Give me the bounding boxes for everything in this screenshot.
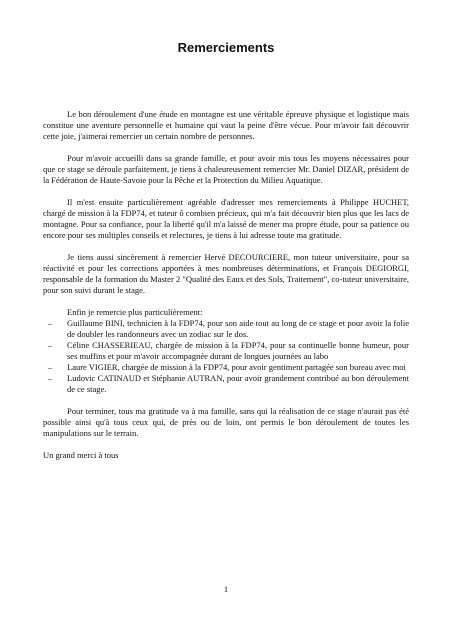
dash-bullet-icon: –: [48, 340, 53, 350]
list-item: [43, 362, 409, 373]
page-number: 1: [223, 584, 229, 594]
list-intro: Enfin je remercie plus particulièrement:: [67, 307, 203, 317]
paragraph-university: Je tiens aussi sincèrement à remercier Hervé DECOURCIERE, mon tuteur universitaire, pour sa réactivité et pour les corrections apportées à mes nombreuses déterminations, et François DEGIORGI, responsable de la formation du Master 2 "Qualité des Eaux et des Sols, Traitement", co-tuteur universitaire, pour son suivi durant le stage.: [43, 252, 409, 295]
dash-bullet-icon: –: [48, 318, 53, 328]
dash-bullet-icon: –: [48, 362, 53, 372]
paragraph-president: Pour m'avoir accueilli dans sa grande famille, et pour avoir mis tous les moyens nécessaires pour que ce stage se déroule parfaitement, je tiens à chaleureusement remercier Mr. Daniel DIZAR, président de la Fédération de Haute-Savoie pour la Pêche et la Protection du Milieu Aquatique.: [43, 153, 409, 185]
signoff: Un grand merci à tous: [43, 450, 119, 460]
thanks-list: [43, 318, 409, 395]
paragraph-tutor: Il m'est ensuite particulièrement agréable d'adresser mes remerciements à Philippe HUCHET, chargé de mission à la FDP74, et tuteur ô combien précieux, qui m'a fait découvrir bien plus que les lacs de montagne. Pour sa confiance, pour la liberté qu'il m'a laissé de mener ma propre étude, pour sa patience ou encore pour ses multiples conseils et relectures, je tiens à lui adresse toute ma gratitude.: [43, 197, 409, 240]
list-item: [43, 373, 409, 395]
list-item-text: Guillaume BINI, technicien à la FDP74, pour son aide tout au long de ce stage et pour avoir la folie de doubler les randonneurs avec un zodiac sur le dos.: [67, 318, 409, 339]
list-item-text: Céline CHASSERIEAU, chargée de mission à la FDP74, pour sa continuelle bonne humeur, pour ses muffins et pour m'avoir accompagnée durant de longues journées au labo: [67, 340, 409, 361]
list-item-text: Ludovic CATINAUD et Stéphanie AUTRAN, pour avoir grandement contribué au bon déroulement de ce stage.: [67, 373, 409, 394]
paragraph-closing: Pour terminer, tous ma gratitude va à ma famille, sans qui la réalisation de ce stage n'aurait pas été possible ainsi qu'à tous ceux qui, de près ou de loin, ont permis le bon déroulement de toutes les manipulations sur le terrain.: [43, 406, 409, 438]
list-item: [43, 340, 409, 362]
list-item: [43, 318, 409, 340]
document-body: [43, 109, 409, 472]
list-item-text: Laure VIGIER, chargée de mission à la FDP74, pour avoir gentiment partagée son bureau avec moi: [67, 362, 406, 372]
paragraph-intro: Le bon déroulement d'une étude en montagne est une véritable épreuve physique et logistique mais constitue une aventure personnelle et humaine qui vaut la peine d'être vécue. Pour m'avoir fait découvrir cette joie, j'aimerai remercier un certain nombre de personnes.: [43, 109, 409, 141]
dash-bullet-icon: –: [48, 373, 53, 383]
page-title: Remerciements: [177, 40, 275, 55]
